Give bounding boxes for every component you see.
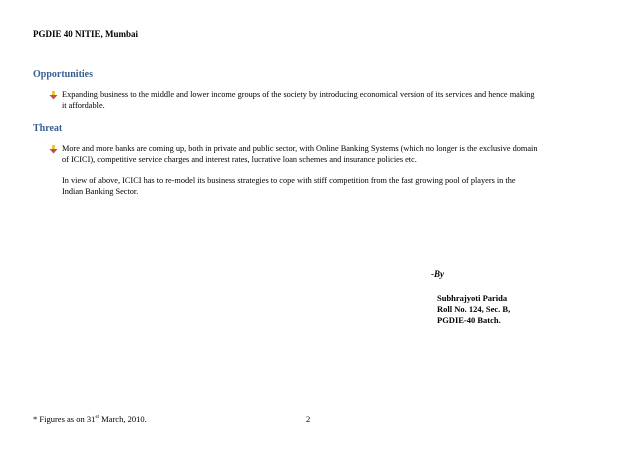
opportunity-bullet-line: Expanding business to the middle and lower income groups of the society by introducing economical version of its services and hence making <box>62 90 535 99</box>
threat-bullet <box>49 144 594 165</box>
threat-paragraph-line: In view of above, ICICI has to re-model its business strategies to cope with stiff competition from the fast growing pool of players in the <box>62 176 516 185</box>
opportunities-heading: Opportunities <box>33 69 94 80</box>
footer-note <box>33 414 147 424</box>
threat-bullet-line: of ICICI), competitive service charges and interest rates, lucrative loan schemes and insurance policies etc. <box>62 154 417 164</box>
threat-paragraph <box>62 176 582 197</box>
signature-name: Subhrajyoti Parida <box>437 293 508 303</box>
opportunity-bullet <box>49 90 594 111</box>
footer-note-prefix: * Figures as on 31 <box>33 414 96 424</box>
footer-note-sup: st <box>95 414 100 421</box>
signature-block <box>437 293 510 326</box>
threat-heading: Threat <box>33 123 63 134</box>
opportunity-bullet-line: it affordable. <box>62 100 105 110</box>
threat-paragraph-line: Indian Banking Sector. <box>62 186 139 196</box>
signature-roll: Roll No. 124, Sec. B, <box>437 304 511 314</box>
signature-by: -By <box>431 269 444 279</box>
threat-bullet-line: More and more banks are coming up, both in private and public sector, with Online Banking Systems (which no longer is the exclusive domain <box>62 144 538 153</box>
down-arrow-bullet-icon <box>49 145 58 154</box>
signature-batch: PGDIE-40 Batch. <box>437 315 501 325</box>
footer-note-suffix: March, 2010. <box>99 414 147 424</box>
threat-bullet-text <box>62 144 594 165</box>
page-number: 2 <box>306 414 311 424</box>
page-header: PGDIE 40 NITIE, Mumbai <box>33 29 139 39</box>
opportunity-bullet-text <box>62 90 594 111</box>
down-arrow-bullet-icon <box>49 91 58 100</box>
